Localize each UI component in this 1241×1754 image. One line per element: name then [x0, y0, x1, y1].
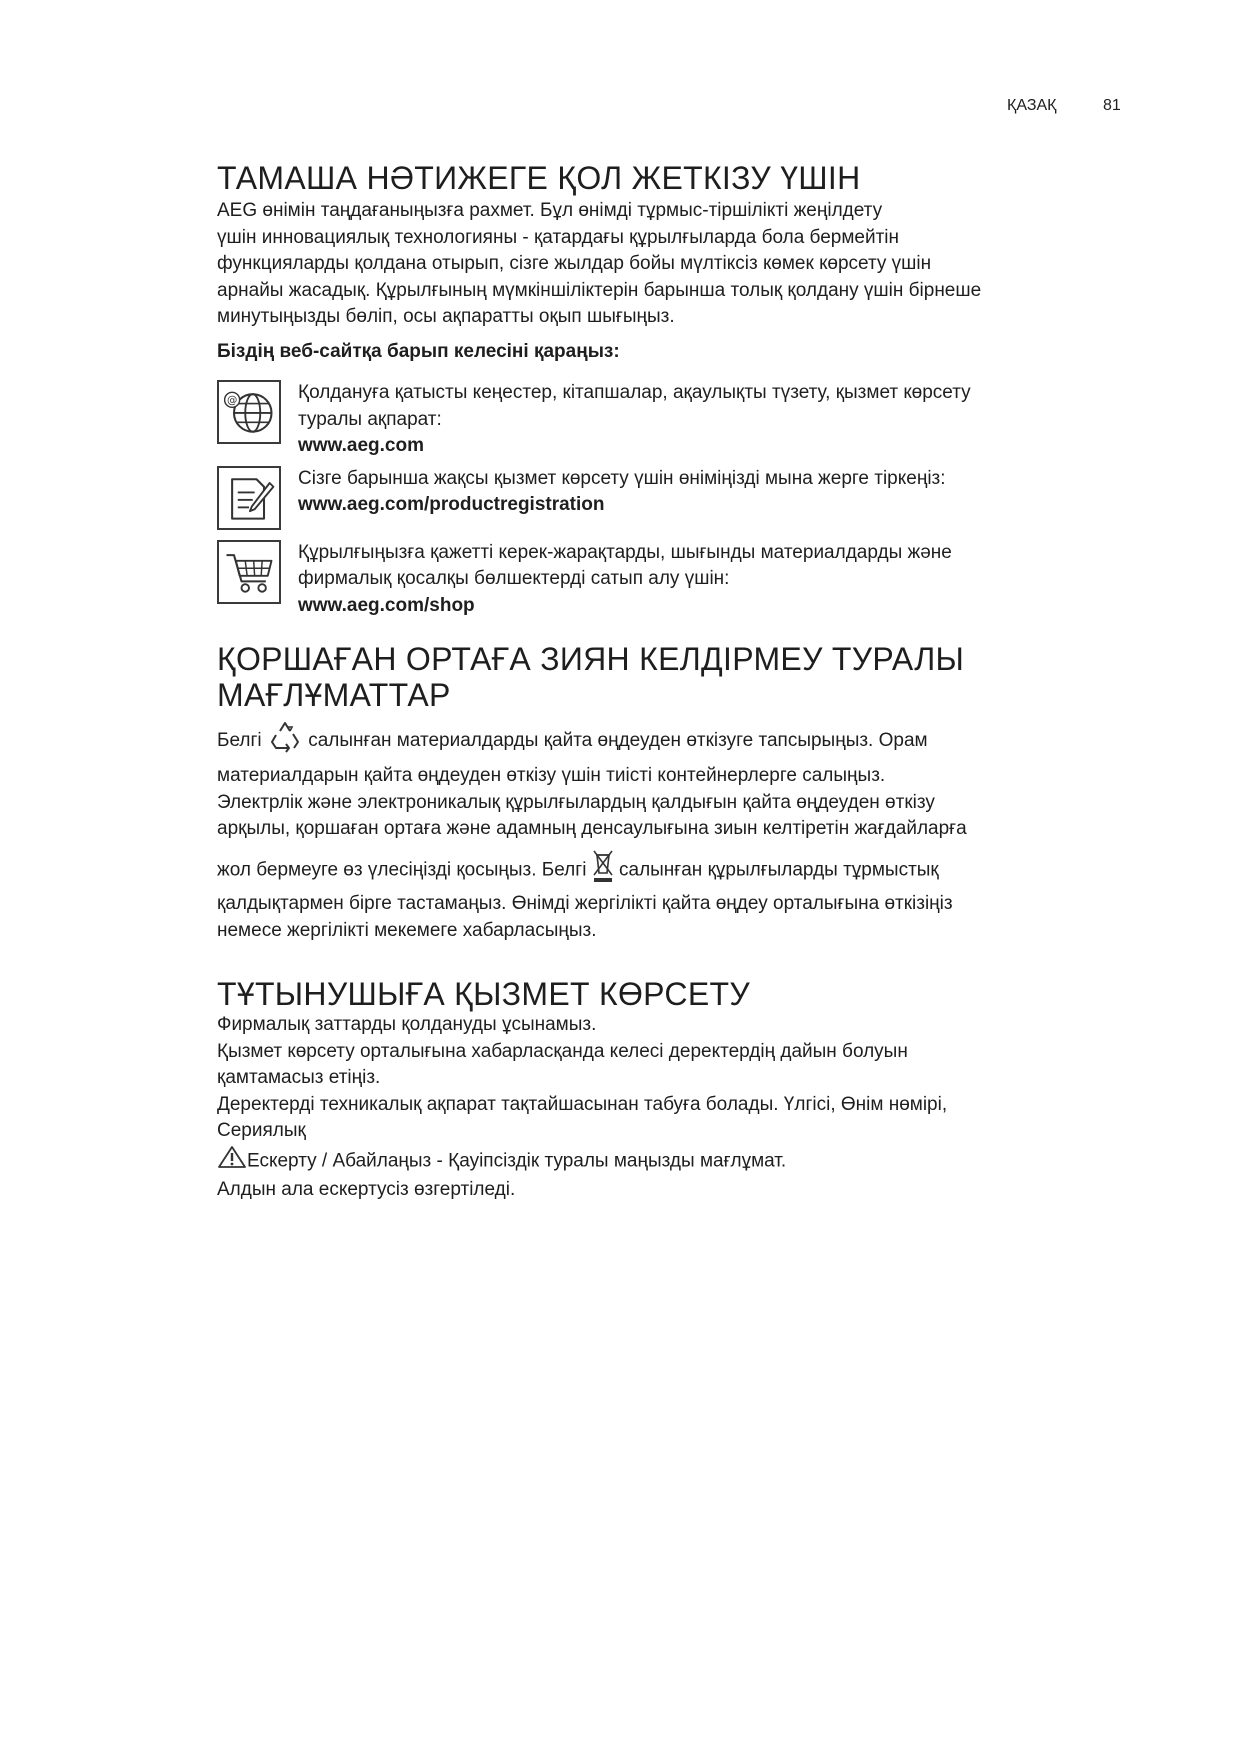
- intro-line: арнайы жасадық. Құрылғының мүмкіншіліктерін барынша толық қолдану үшін бірнеше: [217, 279, 982, 301]
- link-description: туралы ақпарат:: [298, 408, 442, 430]
- link-text-registration: [298, 466, 1117, 519]
- section-title-best-results: ТАМАША НӘТИЖЕГЕ ҚОЛ ЖЕТКІЗУ ҮШІН: [217, 160, 861, 196]
- globe-web-icon: [217, 380, 281, 444]
- link-description: фирмалық қосалқы бөлшектерді сатып алу үшін:: [298, 568, 730, 589]
- warning-line: [217, 1145, 1117, 1178]
- title-line: ҚОРШАҒАН ОРТАҒА ЗИЯН КЕЛДІРМЕУ ТУРАЛЫ: [217, 641, 965, 677]
- intro-line: функцияларды қолдана отырып, сізге жылдар бойы мүлтіксіз көмек көрсету үшін: [217, 253, 932, 274]
- section-title-environment: [217, 641, 1117, 713]
- customer-care-line: Фирмалық заттарды қолдануды ұсынамыз.: [217, 1014, 597, 1035]
- section-title-customer-care: ТҰТЫНУШЫҒА ҚЫЗМЕТ КӨРСЕТУ: [217, 976, 750, 1012]
- page-header: [0, 97, 1241, 119]
- link-text-shop: [298, 540, 1117, 620]
- language-label: ҚАЗАҚ: [1007, 97, 1057, 114]
- document-body: [217, 160, 1117, 1204]
- shopping-cart-icon: [217, 540, 281, 604]
- customer-care-line: Сериялық: [217, 1120, 306, 1141]
- recycle-suffix: салынған материалдарды қайта өңдеуден өткізуге тапсырыңыз. Орам: [308, 730, 928, 752]
- link-url-shop[interactable]: www.aeg.com/shop: [298, 594, 475, 616]
- intro-line: AEG өнімін таңдағаныңызға рахмет. Бұл өнімді тұрмыс-тіршілікті жеңілдету: [217, 200, 883, 221]
- environment-line: материалдарын қайта өңдеуден өткізу үшін тиісті контейнерлерге салыңыз.: [217, 765, 886, 786]
- environment-section: [217, 641, 1117, 944]
- visit-website-label: Біздің веб-сайтқа барып келесіні қараңыз:: [217, 340, 620, 362]
- environment-line: қалдықтармен бірге тастамаңыз. Өнімді жергілікті қайта өңдеу орталығына өткізіңіз: [217, 893, 953, 914]
- svg-text:@: @: [226, 394, 238, 407]
- warning-text: Ескерту / Абайлаңыз - Қауіпсіздік туралы маңызды мағлұмат.: [247, 1149, 787, 1171]
- bin-suffix: салынған құрылғыларды тұрмыстық: [619, 858, 939, 880]
- link-description: Сізге барынша жақсы қызмет көрсету үшін өніміңізді мына жерге тіркеңіз:: [298, 467, 946, 489]
- recycle-icon: [267, 719, 303, 763]
- crossed-bin-icon: [592, 849, 614, 892]
- page-number: 81: [1103, 97, 1121, 114]
- link-description: Құрылғыңызға қажетті керек-жарақтарды, шығынды материалдарды және: [298, 541, 952, 563]
- warning-triangle-icon: [217, 1145, 247, 1178]
- recycle-line: [217, 719, 1117, 763]
- customer-care-line: қамтамасыз етіңіз.: [217, 1067, 381, 1088]
- customer-care-line: Қызмет көрсету орталығына хабарласқанда келесі деректердің дайын болуын: [217, 1040, 908, 1062]
- link-text-info: [298, 380, 1117, 460]
- link-description: Қолдануға қатысты кеңестер, кітапшалар, ақаулықты түзету, қызмет көрсету: [298, 382, 971, 403]
- registration-form-icon: [217, 466, 281, 530]
- link-url-registration[interactable]: www.aeg.com/productregistration: [298, 494, 605, 515]
- recycle-prefix: Белгі: [217, 730, 262, 752]
- bin-prefix: жол бермеуге өз үлесіңізді қосыңыз. Белгі: [217, 858, 587, 880]
- bin-line: [217, 849, 1117, 892]
- intro-paragraph: [217, 198, 1117, 331]
- link-row-shop: [217, 540, 1117, 620]
- intro-line: үшін инновациялық технологияны - қатардағы құрылғыларда бола бермейтін: [217, 226, 899, 248]
- link-row-registration: [217, 466, 1117, 534]
- environment-line: Электрлік және электроникалық құрылғылардың қалдығын қайта өңдеуден өткізу: [217, 791, 935, 813]
- subject-to-change-note: Алдын ала ескертусіз өзгертіледі.: [217, 1179, 516, 1200]
- customer-care-section: [217, 976, 1117, 1204]
- link-row-info: [217, 380, 1117, 460]
- environment-line: арқылы, қоршаған ортаға және адамның денсаулығына зиын келтіретін жағдайларға: [217, 818, 967, 839]
- link-url-aeg[interactable]: www.aeg.com: [298, 435, 424, 456]
- environment-line: немесе жергілікті мекемеге хабарласыңыз.: [217, 919, 597, 941]
- title-line: МАҒЛҰМАТТАР: [217, 677, 451, 713]
- customer-care-line: Деректерді техникалық ақпарат тақтайшасынан табуға болады. Үлгісі, Өнім нөмірі,: [217, 1093, 948, 1115]
- intro-line: минутыңызды бөліп, осы ақпаратты оқып шығыңыз.: [217, 306, 675, 327]
